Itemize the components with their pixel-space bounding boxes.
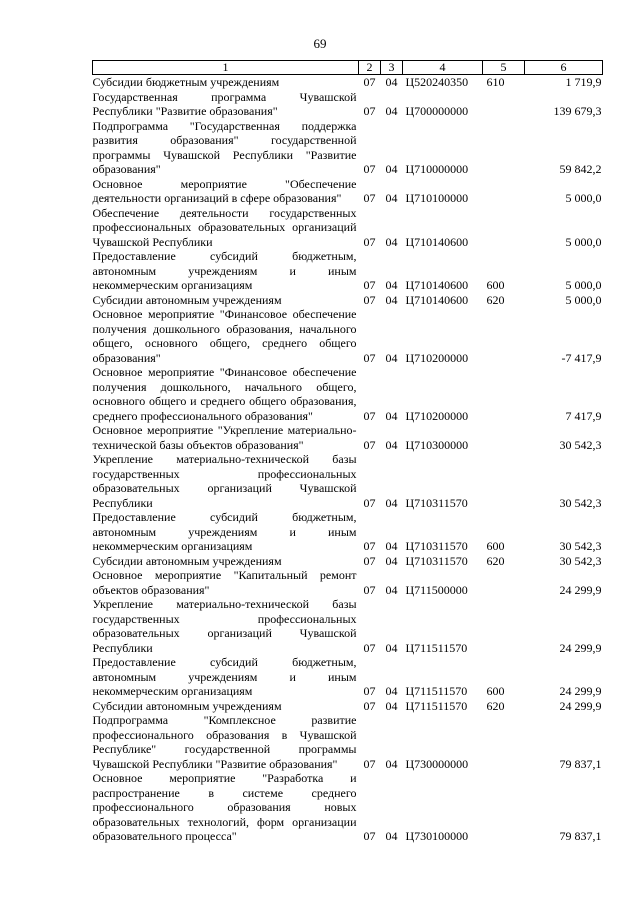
row-target-article: Ц710311570: [405, 539, 468, 553]
row-section: 07: [363, 75, 376, 89]
row-subsection: 04: [385, 350, 398, 365]
row-name: Предоставление субсидий бюджетным, автономным учреждениям и иным некоммерческим организациям: [92, 655, 357, 698]
table-row: [93, 510, 603, 554]
row-section: 07: [363, 278, 376, 292]
row-target-article: Ц710200000: [405, 350, 469, 365]
budget-table: [92, 60, 603, 844]
row-amount: 30 542,3: [559, 437, 602, 452]
row-name: Субсидии автономным учреждениям: [92, 292, 282, 307]
row-subsection: 04: [385, 539, 398, 553]
row-name: Основное мероприятие "Укрепление материально-технической базы объектов образования": [92, 423, 357, 452]
row-expense-type: [483, 177, 525, 206]
row-section: 07: [363, 350, 376, 365]
table-row: [93, 452, 603, 510]
row-amount: 7 417,9: [565, 408, 602, 423]
row-expense-type: [483, 597, 525, 655]
row-section: 07: [363, 582, 376, 597]
table-row: [93, 307, 603, 365]
row-subsection: 04: [385, 437, 398, 452]
row-name: Укрепление материально-технической базы государственных профессиональных образовательных организаций Чувашской Республики: [92, 597, 357, 655]
row-target-article: Ц710140600: [405, 278, 469, 292]
row-target-article: Ц710311570: [405, 495, 468, 510]
row-expense-type: [483, 423, 525, 452]
row-section: 07: [363, 756, 376, 771]
row-expense-type: [483, 365, 525, 423]
row-section: 07: [363, 292, 376, 307]
row-subsection: 04: [385, 292, 398, 307]
row-target-article: Ц710100000: [405, 191, 469, 205]
row-target-article: Ц730100000: [405, 829, 469, 843]
row-amount: 30 542,3: [559, 553, 602, 568]
row-name: Основное мероприятие "Капитальный ремонт объектов образования": [92, 568, 357, 597]
row-subsection: 04: [385, 553, 398, 568]
row-expense-type: 620: [486, 698, 505, 713]
header-col-4: 4: [403, 61, 483, 75]
row-name: Основное мероприятие "Финансовое обеспечение получения дошкольного образования, начального общего, основного общего, среднего общего образования": [92, 307, 357, 365]
row-target-article: Ц730000000: [405, 756, 469, 771]
row-amount: 1 719,9: [565, 75, 602, 89]
row-name: Основное мероприятие "Обеспечение деятельности организаций в сфере образования": [92, 176, 357, 205]
row-amount: 30 542,3: [559, 539, 602, 553]
row-target-article: Ц711500000: [405, 582, 468, 597]
row-amount: 24 299,9: [559, 684, 602, 698]
row-target-article: Ц710300000: [405, 437, 469, 452]
row-name: Основное мероприятие "Финансовое обеспечение получения дошкольного, начального общего, основного общего и среднего общего образования, среднего профессионального образования": [92, 365, 357, 423]
row-expense-type: [483, 771, 525, 844]
table-row: [93, 699, 603, 714]
row-section: 07: [363, 698, 376, 713]
table-row: [93, 365, 603, 423]
row-subsection: 04: [385, 104, 398, 118]
row-section: 07: [363, 408, 376, 423]
table-row: [93, 293, 603, 308]
row-section: 07: [363, 191, 376, 205]
row-section: 07: [363, 553, 376, 568]
table-row: [93, 713, 603, 771]
table-row: [93, 554, 603, 569]
row-expense-type: [483, 90, 525, 119]
row-section: 07: [363, 234, 376, 249]
table-row: [93, 771, 603, 844]
row-target-article: Ц711511570: [405, 684, 468, 698]
row-target-article: Ц710140600: [405, 234, 469, 249]
header-col-2: 2: [359, 61, 381, 75]
row-name: Основное мероприятие "Разработка и распространение в системе среднего профессионального образования новых образовательных технологий, форм организации образовательного процесса": [92, 771, 357, 843]
row-expense-type: [483, 206, 525, 250]
row-subsection: 04: [385, 698, 398, 713]
row-section: 07: [363, 640, 376, 655]
row-subsection: 04: [385, 408, 398, 423]
row-subsection: 04: [385, 495, 398, 510]
row-name: Государственная программа Чувашской Республики "Развитие образования": [92, 89, 357, 118]
table-row: [93, 206, 603, 250]
row-target-article: Ц711511570: [405, 698, 468, 713]
row-expense-type: [483, 307, 525, 365]
header-col-6: 6: [525, 61, 603, 75]
row-name: Предоставление субсидий бюджетным, автономным учреждениям и иным некоммерческим организациям: [92, 510, 357, 553]
row-amount: 5 000,0: [565, 191, 602, 205]
row-expense-type: [483, 452, 525, 510]
table-row: [93, 597, 603, 655]
page-number: 69: [313, 36, 327, 51]
row-name: Укрепление материально-технической базы государственных профессиональных образовательных организаций Чувашской Республики: [92, 452, 357, 510]
row-section: 07: [363, 684, 376, 698]
row-expense-type: 620: [486, 553, 505, 568]
row-amount: 59 842,2: [559, 162, 602, 176]
table-body: [93, 75, 603, 844]
row-subsection: 04: [385, 640, 398, 655]
table-row: [93, 90, 603, 119]
row-subsection: 04: [385, 191, 398, 205]
row-subsection: 04: [385, 756, 398, 771]
row-section: 07: [363, 437, 376, 452]
row-section: 07: [363, 162, 376, 176]
row-name: Обеспечение деятельности государственных профессиональных образовательных организаций Чувашской Республики: [92, 205, 357, 249]
row-expense-type: [483, 713, 525, 771]
row-subsection: 04: [385, 829, 398, 843]
row-name: Субсидии автономным учреждениям: [92, 553, 282, 568]
header-col-1: 1: [93, 61, 359, 75]
row-subsection: 04: [385, 582, 398, 597]
row-target-article: Ц520240350: [405, 75, 469, 89]
row-amount: 5 000,0: [565, 234, 602, 249]
row-expense-type: 600: [486, 278, 505, 292]
row-target-article: Ц700000000: [405, 104, 469, 118]
row-section: 07: [363, 495, 376, 510]
row-amount: 5 000,0: [565, 278, 602, 292]
row-amount: 139 679,3: [553, 104, 602, 118]
row-subsection: 04: [385, 162, 398, 176]
row-target-article: Ц710311570: [405, 553, 468, 568]
row-expense-type: 610: [486, 75, 505, 89]
row-amount: 79 837,1: [559, 829, 602, 843]
table-row: [93, 568, 603, 597]
header-col-3: 3: [381, 61, 403, 75]
row-amount: 30 542,3: [559, 495, 602, 510]
table-row: [93, 119, 603, 177]
row-expense-type: [483, 568, 525, 597]
row-name: Субсидии бюджетным учреждениям: [92, 75, 280, 89]
row-amount: 24 299,9: [559, 640, 602, 655]
row-subsection: 04: [385, 75, 398, 89]
row-section: 07: [363, 829, 376, 843]
row-name: Подпрограмма "Комплексное развитие профессионального образования в Чувашской Республике" государственной программы Чувашской Республики "Развитие образования": [92, 713, 357, 771]
row-section: 07: [363, 539, 376, 553]
row-expense-type: 620: [486, 292, 505, 307]
row-expense-type: 600: [486, 539, 505, 553]
table-row: [93, 177, 603, 206]
row-subsection: 04: [385, 234, 398, 249]
row-expense-type: [483, 119, 525, 177]
row-amount: 24 299,9: [559, 698, 602, 713]
row-amount: 24 299,9: [559, 582, 602, 597]
table-row: [93, 423, 603, 452]
row-name: Предоставление субсидий бюджетным, автономным учреждениям и иным некоммерческим организациям: [92, 249, 357, 292]
row-name: Подпрограмма "Государственная поддержка развития образования" государственной программы Чувашской Республики "Развитие образования": [92, 118, 357, 176]
row-target-article: Ц711511570: [405, 640, 468, 655]
header-col-5: 5: [483, 61, 525, 75]
row-amount: -7 417,9: [561, 350, 602, 365]
table-header: [93, 61, 603, 75]
row-expense-type: 600: [486, 684, 505, 698]
row-name: Субсидии автономным учреждениям: [92, 698, 282, 713]
row-amount: 5 000,0: [565, 292, 602, 307]
row-subsection: 04: [385, 684, 398, 698]
row-subsection: 04: [385, 278, 398, 292]
table-row: [93, 75, 603, 90]
row-amount: 79 837,1: [559, 756, 602, 771]
row-target-article: Ц710200000: [405, 408, 469, 423]
table-row: [93, 249, 603, 293]
table-row: [93, 655, 603, 699]
row-section: 07: [363, 104, 376, 118]
row-target-article: Ц710000000: [405, 162, 469, 176]
row-target-article: Ц710140600: [405, 292, 469, 307]
